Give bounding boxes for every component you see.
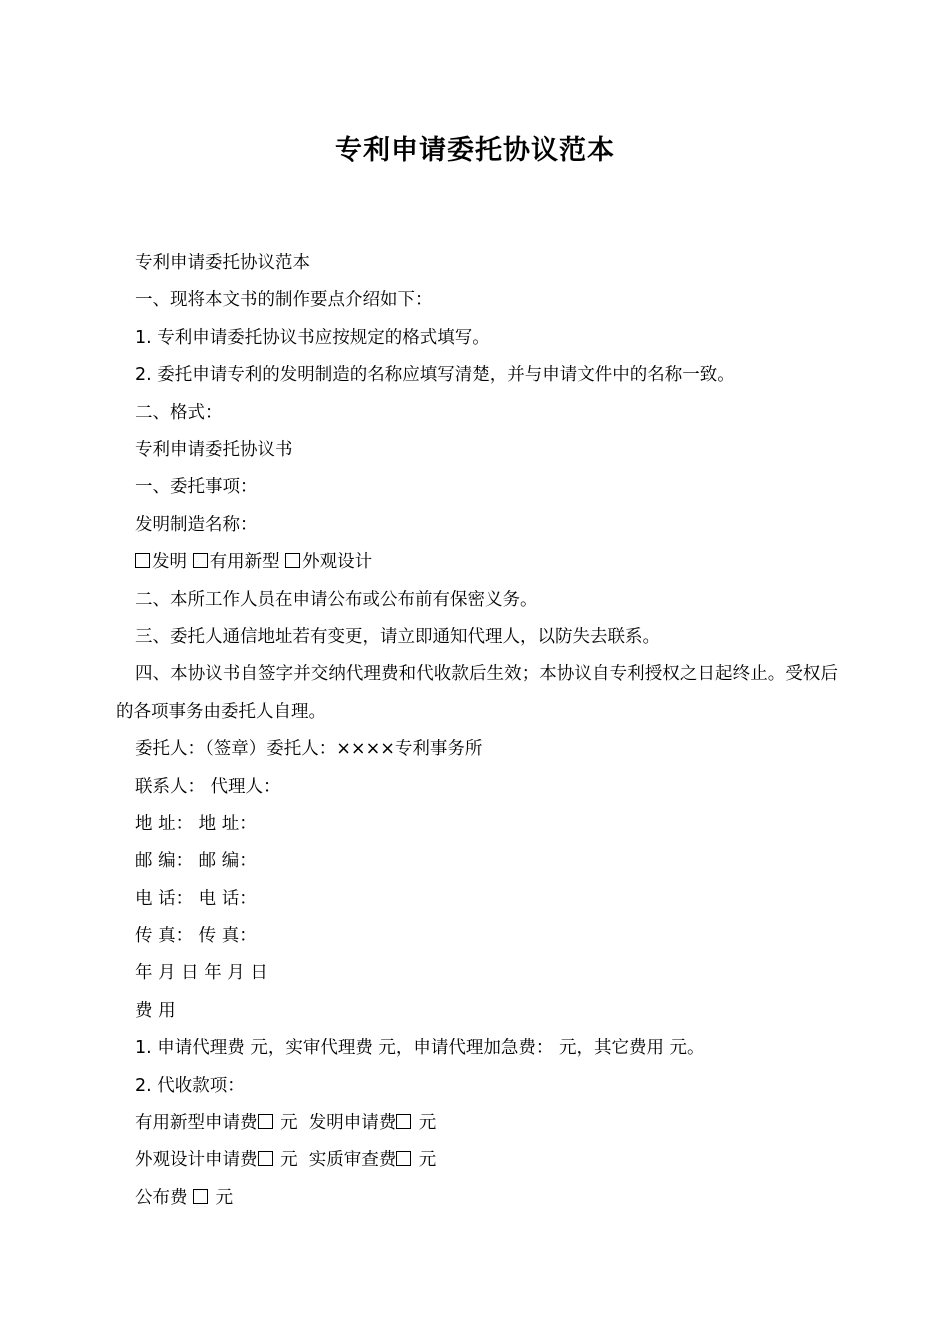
entrusted-matters-heading: 一、委托事项： <box>135 477 258 498</box>
publication-fee-unit: 元 <box>215 1187 234 1208</box>
substantive-exam-fee-unit: 元 <box>418 1150 437 1171</box>
publication-fee-checkbox[interactable] <box>193 1189 208 1204</box>
design-option-label: 外观设计 <box>302 552 373 573</box>
design-checkbox[interactable] <box>285 553 300 568</box>
address-change-clause: 三、委托人通信地址若有变更，请立即通知代理人，以防失去联系。 <box>135 626 660 647</box>
fee-row-2 <box>116 1142 838 1179</box>
format-heading: 二、格式： <box>135 402 223 423</box>
invention-checkbox[interactable] <box>135 553 150 568</box>
date-line: 年 月 日 年 月 日 <box>135 963 268 984</box>
document-body <box>116 245 838 1217</box>
effective-clause: 四、本协议书自签字并交纳代理费和代收款后生效；本协议自专利授权之日起终止。受权后的各项事务由委托人自理。 <box>116 664 838 722</box>
phone-line: 电 话： 电 话： <box>135 888 257 909</box>
confidentiality-clause: 二、本所工作人员在申请公布或公布前有保密义务。 <box>135 589 538 610</box>
fax-line: 传 真： 传 真： <box>135 926 257 947</box>
document-title: 专利申请委托协议范本 <box>335 135 615 166</box>
postcode-line: 邮 编： 邮 编： <box>135 851 257 872</box>
agency-fees-line: 1. 申请代理费 元，实审代理费 元，申请代理加急费： 元，其它费用 元。 <box>135 1038 705 1059</box>
substantive-exam-fee-label: 实质审查费 <box>308 1150 397 1171</box>
intro-heading: 专利申请委托协议范本 <box>135 253 310 273</box>
utility-model-fee-checkbox[interactable] <box>258 1114 273 1129</box>
address-line: 地 址： 地 址： <box>135 813 257 834</box>
invention-option-label: 发明 <box>152 552 187 573</box>
invention-name-label: 发明制造名称： <box>135 514 258 535</box>
section-one-heading: 一、现将本文书的制作要点介绍如下： <box>135 290 433 311</box>
substantive-exam-fee-checkbox[interactable] <box>396 1151 411 1166</box>
fee-row-1 <box>116 1105 838 1142</box>
patent-type-options <box>116 544 838 581</box>
fees-heading: 费 用 <box>135 1000 176 1021</box>
design-fee-unit: 元 <box>280 1150 298 1171</box>
contact-line: 联系人： 代理人： <box>135 776 281 797</box>
utility-model-checkbox[interactable] <box>193 553 208 568</box>
point-one: 1. 专利申请委托协议书应按规定的格式填写。 <box>135 327 490 348</box>
utility-model-fee-label: 有用新型申请费 <box>135 1113 258 1134</box>
collected-fees-heading: 2. 代收款项： <box>135 1075 245 1096</box>
publication-fee-label: 公布费 <box>135 1187 188 1208</box>
invention-fee-unit: 元 <box>418 1113 437 1134</box>
utility-model-option-label: 有用新型 <box>209 552 280 573</box>
client-signature-line: 委托人：（签章）委托人：××××专利事务所 <box>135 739 483 760</box>
point-two: 2. 委托申请专利的发明制造的名称应填写清楚，并与申请文件中的名称一致。 <box>135 365 735 386</box>
design-fee-checkbox[interactable] <box>258 1151 273 1166</box>
invention-fee-checkbox[interactable] <box>396 1114 411 1129</box>
utility-model-fee-unit: 元 <box>280 1113 298 1134</box>
agreement-title: 专利申请委托协议书 <box>135 439 293 460</box>
invention-fee-label: 发明申请费 <box>308 1113 397 1134</box>
fee-row-3 <box>116 1180 838 1217</box>
design-fee-label: 外观设计申请费 <box>135 1150 258 1171</box>
